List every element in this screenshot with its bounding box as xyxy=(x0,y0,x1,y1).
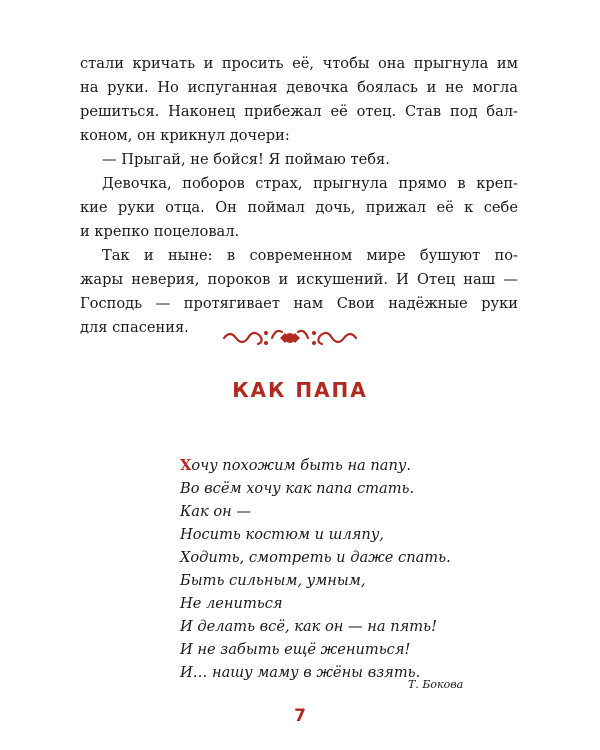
poem-title: КАК ПАПА xyxy=(232,378,368,402)
poem-author: Т. Бокова xyxy=(408,678,464,691)
poem-line: Не лениться xyxy=(180,595,283,612)
prose-line: решиться. Наконец прибежал её отец. Став под бал- xyxy=(80,103,518,120)
prose-line: Девочка, поборов страх, прыгнула прямо в креп- xyxy=(102,175,518,192)
prose-line: Так и ныне: в современном мире бушуют по- xyxy=(102,247,518,264)
prose-line: — Прыгай, не бойся! Я поймаю тебя. xyxy=(102,151,390,168)
poem-line: Носить костюм и шляпу, xyxy=(180,526,384,543)
prose-line: и крепко поцеловал. xyxy=(80,223,240,240)
poem-line: Во всём хочу как папа стать. xyxy=(180,480,415,497)
ornament-divider xyxy=(220,324,360,352)
poem-line: И не забыть ещё жениться! xyxy=(180,641,411,658)
prose-line: для спасения. xyxy=(80,319,189,336)
poem-line: И… нашу маму в жёны взять. xyxy=(180,664,421,681)
prose-line: Господь — протягивает нам Свои надёжные руки xyxy=(80,295,518,312)
poem-line-rest: очу похожим быть на папу. xyxy=(191,457,411,474)
poem-line: Как он — xyxy=(180,503,251,520)
poem xyxy=(180,454,500,684)
prose-line: коном, он крикнул дочери: xyxy=(80,127,290,144)
drop-cap: Х xyxy=(180,457,192,474)
prose-text xyxy=(80,52,518,340)
prose-line: стали кричать и просить её, чтобы она прыгнула им xyxy=(80,55,518,72)
poem-line: Быть сильным, умным, xyxy=(180,572,366,589)
poem-line: Ходить, смотреть и даже спать. xyxy=(180,549,451,566)
prose-line: кие руки отца. Он поймал дочь, прижал её к себе xyxy=(80,199,518,216)
poem-line: И делать всё, как он — на пять! xyxy=(180,618,437,635)
page-number: 7 xyxy=(294,706,306,726)
prose-line: на руки. Но испуганная девочка боялась и не могла xyxy=(80,79,518,96)
poem-line xyxy=(180,454,500,477)
prose-line: жары неверия, пороков и искушений. И Отец наш — xyxy=(80,271,518,288)
